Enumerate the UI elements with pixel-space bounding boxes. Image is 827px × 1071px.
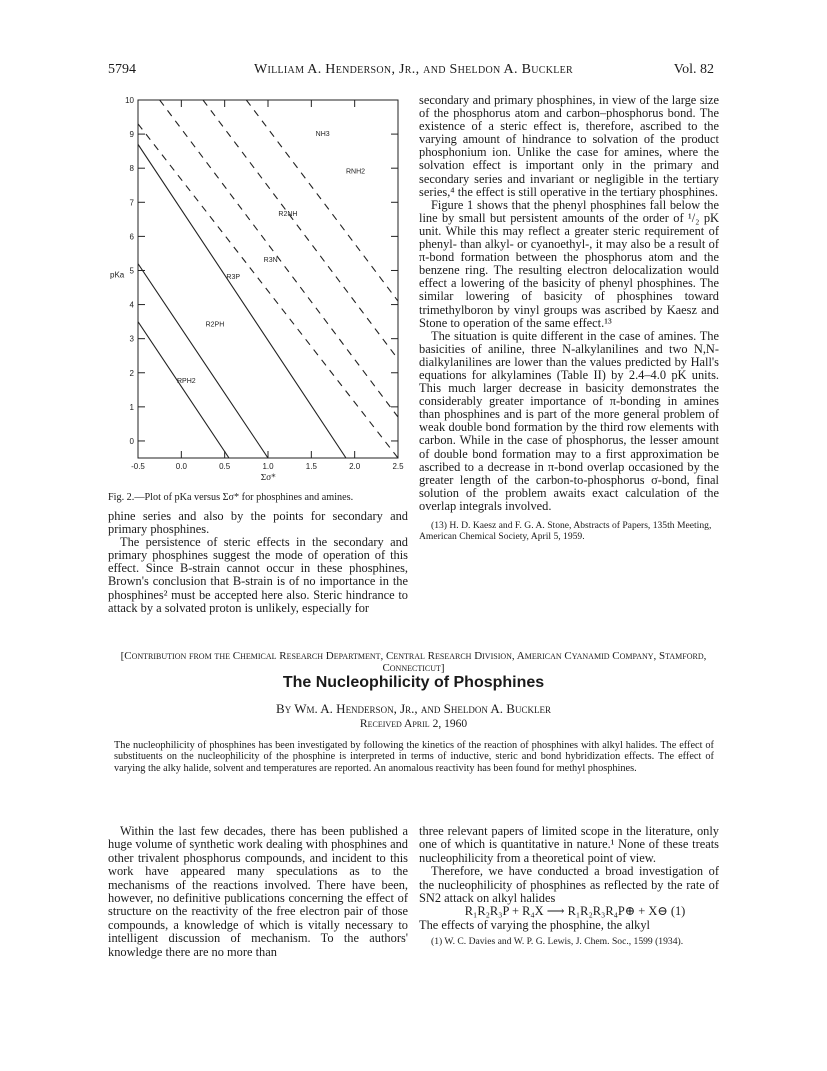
y-tick-label: 0 bbox=[129, 436, 134, 446]
y-tick-label: 10 bbox=[125, 96, 134, 105]
paragraph: phine series and also by the points for secondary and primary phosphines. bbox=[108, 509, 408, 537]
x-tick-label: 0.5 bbox=[219, 462, 231, 471]
right-column-top bbox=[419, 94, 719, 542]
y-axis-label: pKa bbox=[110, 270, 125, 280]
x-tick-label: 1.0 bbox=[262, 462, 274, 471]
chart-area bbox=[110, 96, 404, 482]
series-label: RPH2 bbox=[177, 377, 196, 385]
series-label: RNH2 bbox=[346, 168, 366, 176]
series-label: R3P bbox=[226, 274, 241, 281]
paragraph: The situation is quite different in the case of amines. The basicities of aniline, three N-alkylanilines and two N,N-dialkylanilines are lower than the values predicted by Hall's equations for alkylamines (Table II) by 2.4–4.0 pK units. This much larger decrease in basicity demonstrates the considerably greater importance of π-bonding in amines than phosphines and is part of the more general problem of weak double bond formation by the third row elements with carbon. While in the case of phosphorus, the lesser amount of double bond formation may to a first approximation be ascribed to a decrease in π-bond overlap occasioned by the greater length of the carbon-to-phosphorus σ-bond, final solution of the problem awaits exact calculation of the overlap integrals involved. bbox=[419, 328, 719, 513]
series-label: R2PH bbox=[205, 321, 225, 329]
paragraph: Within the last few decades, there has been published a huge volume of synthetic work dealing with phosphines and other trivalent phosphorus compounds, and incident to this work have appeared many speculations as to the mechanisms of the reactions involved. There have been, however, no definitive publications concerning the effect of structure on the reactivity of the free electron pair of those compounds, a knowledge of which is vitally necessary to intelligent discussion of mechanism. To the authors' knowledge there are no more than bbox=[108, 824, 408, 959]
volume-number: Vol. 82 bbox=[673, 62, 714, 77]
footnote-1: (1) W. C. Davies and W. P. G. Lewis, J. Chem. Soc., 1599 (1934). bbox=[431, 936, 684, 948]
article-authors: By Wm. A. Henderson, Jr., and Sheldon A. Buckler bbox=[276, 701, 551, 716]
x-tick-label: 0.0 bbox=[175, 462, 187, 471]
y-tick-label: 1 bbox=[129, 402, 134, 412]
plot-frame bbox=[138, 100, 398, 458]
received-date: Received April 2, 1960 bbox=[359, 718, 468, 730]
pka-figure bbox=[108, 92, 408, 492]
x-tick-label: 2.5 bbox=[392, 462, 404, 471]
paragraph: The effects of varying the phosphine, the alkyl bbox=[419, 917, 650, 932]
x-tick-label: 2.0 bbox=[349, 462, 361, 471]
contribution-line: [Contribution from the Chemical Research Department, Central Research Division, American Cyanamid Company, Stamford, Connecticut] bbox=[120, 650, 707, 674]
article-title: The Nucleophilicity of Phosphines bbox=[282, 674, 545, 691]
series-label: NH3 bbox=[315, 130, 330, 138]
paragraph: three relevant papers of limited scope in the literature, only one of which is quantitative in nature.¹ None of these treats nucleophilicity from a theoretical point of view. bbox=[419, 824, 719, 865]
page-number: 5794 bbox=[108, 62, 136, 77]
paragraph: Figure 1 shows that the phenyl phosphines fall below the line by small but persistent amounts of the order of ¹/₂ pK unit. While this may reflect a greater steric requirement of phenyl- than alkyl- or cyanoethyl-, it may also be a result of π-bond formation between the phosphorus atom and the benzene ring. The resulting electron delocalization would effect a lowering of the basicity of phenyl phosphines. The similar lowering of basicity of phosphines toward trimethylboron by vinyl groups was ascribed by Kaesz and Stone to operation of the same effect.¹³ bbox=[419, 197, 719, 330]
series-label: R3N bbox=[263, 256, 278, 264]
y-tick-label: 8 bbox=[129, 164, 134, 174]
paragraph: The persistence of steric effects in the secondary and primary phosphines suggest the mode of operation of this effect. Since B-strain cannot occur in these phosphines, Brown's conclusion that B-strain is of no importance in the phosphines² must be accepted here also. Steric hindrance to attack by a solvated proton is unlikely, especially for bbox=[108, 535, 408, 615]
left-column-top bbox=[108, 510, 408, 615]
y-tick-label: 3 bbox=[129, 334, 134, 344]
series-line-r2nh bbox=[160, 100, 398, 417]
paragraph: Therefore, we have conducted a broad investigation of the nucleophilicity of phosphines as reflected by the rate of SN2 attack on alkyl halides bbox=[419, 864, 719, 906]
article-right-column bbox=[419, 825, 719, 947]
figure-caption: Fig. 2.—Plot of pKa versus Σσ* for phosphines and amines. bbox=[108, 492, 354, 503]
y-tick-label: 2 bbox=[129, 368, 134, 378]
x-axis-label: Σσ* bbox=[260, 473, 276, 482]
y-tick-label: 7 bbox=[129, 198, 134, 208]
paragraph: secondary and primary phosphines, in view of the large size of the phosphorus atom and carbon–phosphorus bond. The existence of a steric effect is, therefore, ascribed to the varying amount of hindrance to solvation of the product phosphonium ion. Unlike the case for amines, where the solvation effect is important only in the primary and secondary series and invariant or negligible in the tertiary series,⁴ the effect is still operative in the tertiary phosphines. bbox=[419, 93, 719, 199]
abstract: The nucleophilicity of phosphines has been investigated by following the kinetics of the reaction of phosphines with alkyl halides. The effect of substituents on the nucleophilicity of the phosphine is interpreted in terms of inductive, steric and bond hybridization effects. The effect of varying the alky halide, solvent and temperatures are reported. An anomalous reactivity has been found for methyl phosphines. bbox=[114, 740, 714, 774]
series-line-rph2 bbox=[138, 322, 229, 458]
x-tick-label: -0.5 bbox=[131, 462, 145, 471]
series-line-r3p bbox=[138, 144, 346, 458]
article-left-column bbox=[108, 825, 408, 959]
running-title: William A. Henderson, Jr., and Sheldon A. Buckler bbox=[253, 62, 574, 77]
y-tick-label: 5 bbox=[129, 266, 134, 276]
footnote-13: (13) H. D. Kaesz and F. G. A. Stone, Abstracts of Papers, 135th Meeting, American Chemical Society, April 5, 1959. bbox=[419, 520, 712, 542]
equation-1: R₁R₂R₃P + R₄X ⟶ R₁R₂R₃R₄P⊕ + X⊖ (1) bbox=[464, 904, 686, 919]
x-tick-label: 1.5 bbox=[305, 462, 317, 471]
y-tick-label: 6 bbox=[129, 232, 134, 242]
y-tick-label: 9 bbox=[129, 130, 134, 140]
series-line-r2ph bbox=[138, 264, 268, 458]
y-tick-label: 4 bbox=[129, 300, 134, 310]
series-label: R2NH bbox=[278, 210, 298, 218]
series-line-rnh2 bbox=[203, 100, 398, 359]
